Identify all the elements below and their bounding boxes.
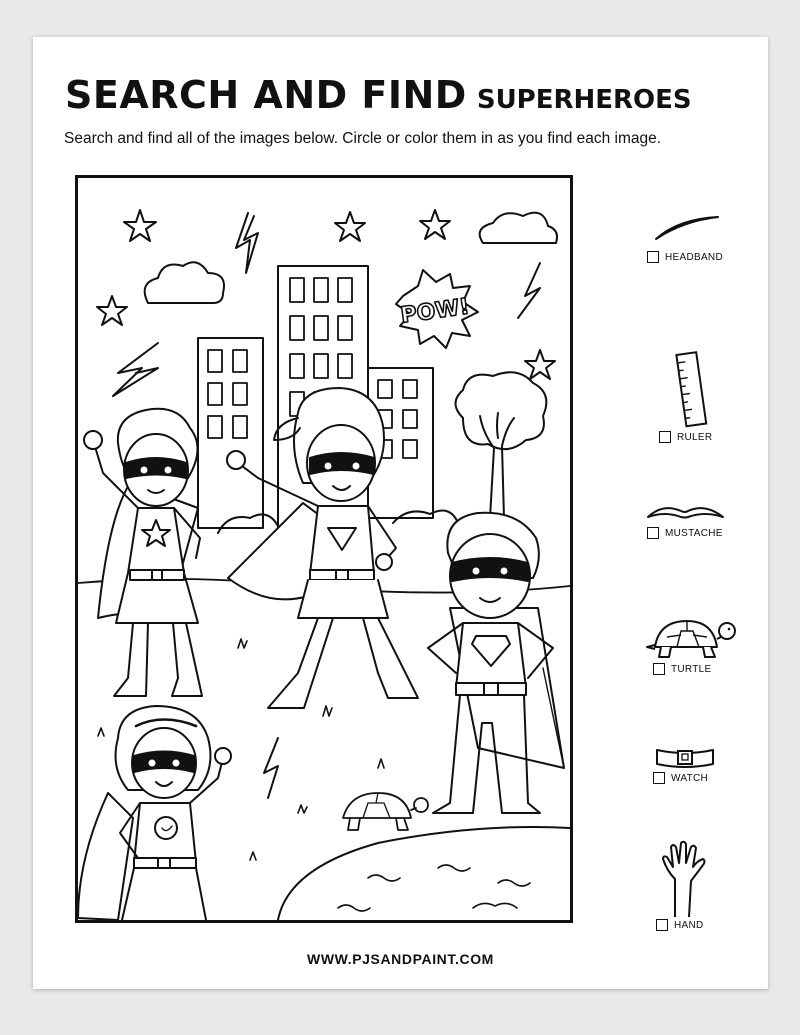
headband-checkbox[interactable] xyxy=(647,251,659,263)
checklist-item-mustache xyxy=(623,497,743,539)
turtle-in-scene xyxy=(343,793,428,830)
hidden-mustache xyxy=(473,903,517,908)
headband-icon xyxy=(623,207,743,251)
checklist-item-hand xyxy=(623,837,743,931)
turtle-icon xyxy=(623,607,743,663)
search-scene xyxy=(75,175,573,923)
mustache-checkbox[interactable] xyxy=(647,527,659,539)
mustache-label: MUSTACHE xyxy=(665,527,723,539)
hero-girl-bottom xyxy=(78,706,231,920)
turtle-label: TURTLE xyxy=(671,663,712,675)
instructions-text: Search and find all of the images below. Circle or color them in as you find each image. xyxy=(64,130,662,147)
title-main: SEARCH AND FIND xyxy=(65,73,467,117)
checklist-item-ruler xyxy=(623,347,743,443)
title-sub: SUPERHEROES xyxy=(476,85,692,115)
page-title xyxy=(65,73,692,117)
checklist-item-headband xyxy=(623,207,743,263)
hand-icon xyxy=(623,837,743,919)
worksheet-page xyxy=(33,37,768,989)
tree xyxy=(456,372,547,518)
watch-icon xyxy=(623,742,743,772)
item-checklist xyxy=(623,207,743,931)
ruler-checkbox[interactable] xyxy=(659,431,671,443)
mustache-icon xyxy=(623,497,743,527)
ruler-label: RULER xyxy=(677,431,713,443)
pow-burst xyxy=(396,270,478,348)
hand-checkbox[interactable] xyxy=(656,919,668,931)
pond xyxy=(278,827,570,920)
watch-checkbox[interactable] xyxy=(653,772,665,784)
website-footer[interactable]: WWW.PJSANDPAINT.COM xyxy=(307,951,494,967)
turtle-checkbox[interactable] xyxy=(653,663,665,675)
hand-label: HAND xyxy=(674,919,704,931)
headband-label: HEADBAND xyxy=(665,251,723,263)
hero-boy xyxy=(428,513,564,813)
watch-label: WATCH xyxy=(671,772,709,784)
pow-text: POW! xyxy=(399,294,472,329)
hero-girl-star xyxy=(84,409,202,696)
checklist-item-turtle xyxy=(623,607,743,675)
ruler-icon xyxy=(623,347,743,431)
checklist-item-watch xyxy=(623,742,743,784)
